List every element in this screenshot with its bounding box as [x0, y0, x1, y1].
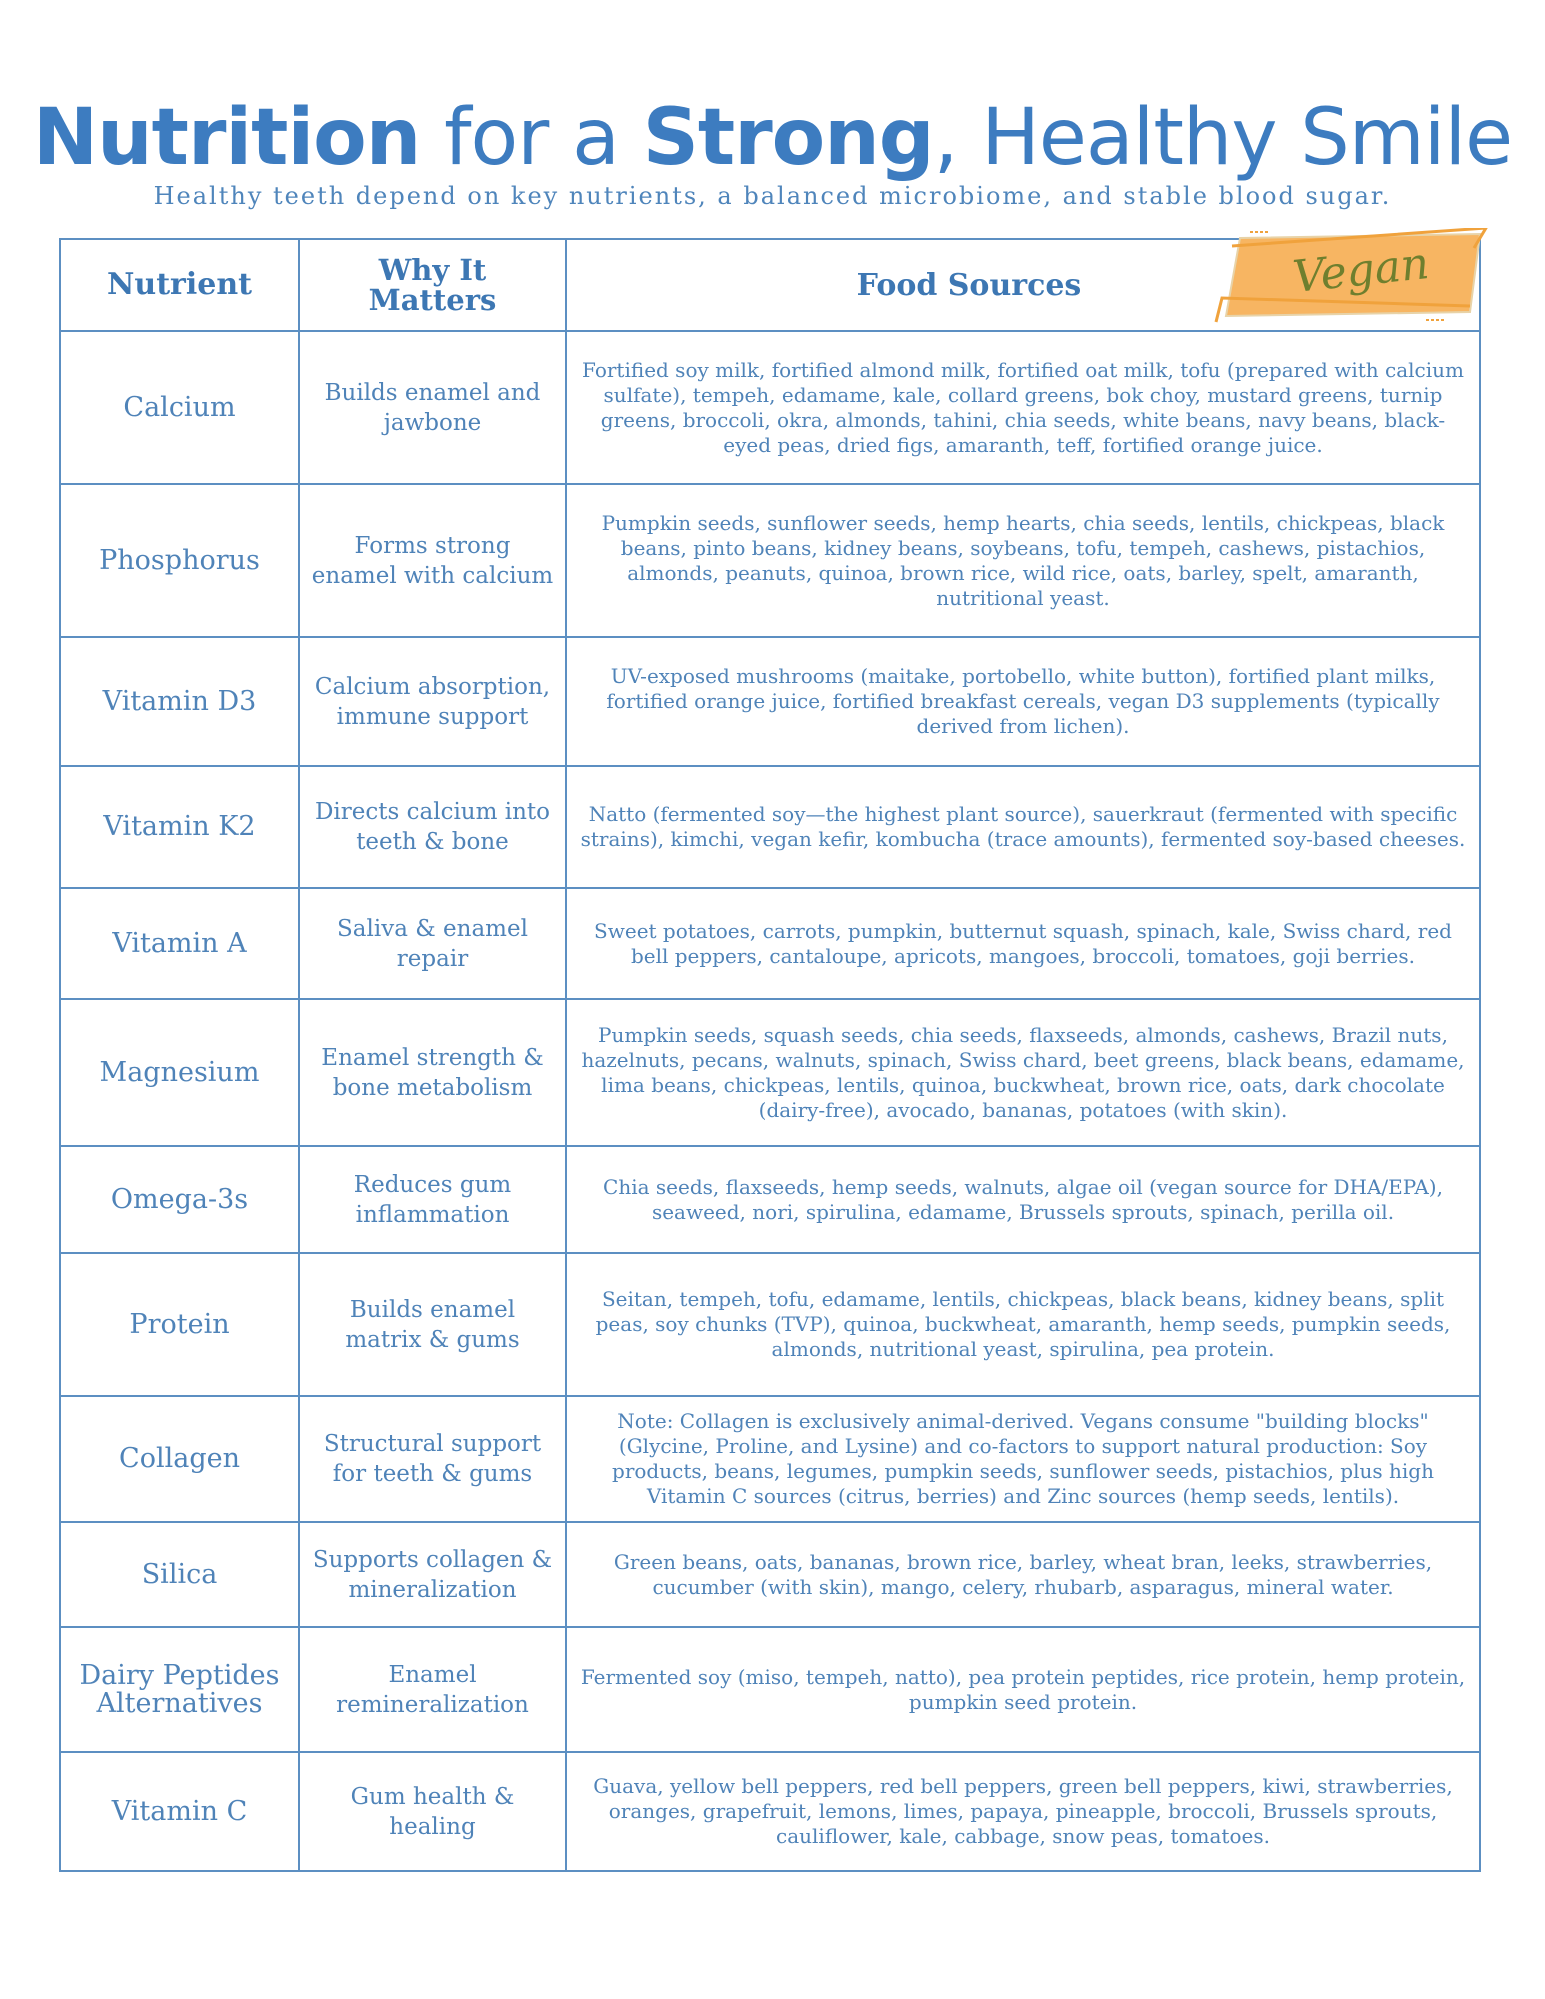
table-row: [61, 1252, 1479, 1395]
nutrient-cell: Calcium: [123, 391, 236, 423]
column-header-sources: Food Sources: [565, 240, 1479, 330]
table-row: [61, 1145, 1479, 1252]
why-cell: Builds enamel matrix & gums: [298, 1254, 565, 1395]
sources-cell: Pumpkin seeds, squash seeds, chia seeds, flaxseeds, almonds, cashews, Brazil nuts, hazelnuts, pecans, walnuts, spinach, Swiss chard, beet greens, black beans, edamame, lima beans, chickpeas, lentils, quinoa, buckwheat, brown rice, oats, dark chocolate (dairy-free), avocado, bananas, potatoes (with skin).: [565, 1000, 1479, 1145]
title-strong: Strong: [642, 93, 934, 183]
why-cell: Saliva & enamel repair: [298, 889, 565, 998]
table-row: [61, 998, 1479, 1145]
table-row: [61, 765, 1479, 887]
why-cell: Calcium absorption, immune support: [298, 638, 565, 765]
nutrition-table: [59, 238, 1481, 1872]
why-cell: Gum health & healing: [298, 1753, 565, 1870]
table-row: [61, 1521, 1479, 1626]
sources-cell: Seitan, tempeh, tofu, edamame, lentils, chickpeas, black beans, kidney beans, split peas, soy chunks (TVP), quinoa, buckwheat, amaranth, hemp seeds, pumpkin seeds, almonds, nutritional yeast, spirulina, pea protein.: [565, 1254, 1479, 1395]
why-cell: Builds enamel and jawbone: [298, 332, 565, 483]
page-title: [0, 88, 1545, 188]
sources-cell: Fortified soy milk, fortified almond milk, fortified oat milk, tofu (prepared with calcium sulfate), tempeh, edamame, kale, collard greens, bok choy, mustard greens, turnip greens, broccoli, okra, almonds, tahini, chia seeds, white beans, navy beans, black-eyed peas, dried figs, amaranth, teff, fortified orange juice.: [565, 332, 1479, 483]
table-row: [61, 1626, 1479, 1751]
sources-cell: Guava, yellow bell peppers, red bell peppers, green bell peppers, kiwi, strawberries, oranges, grapefruit, lemons, limes, papaya, pineapple, broccoli, Brussels sprouts, cauliflower, kale, cabbage, snow peas, tomatoes.: [565, 1753, 1479, 1870]
why-cell: Supports collagen & mineralization: [298, 1523, 565, 1626]
table-row: [61, 330, 1479, 483]
nutrient-cell: Phosphorus: [99, 544, 260, 576]
why-cell: Enamel strength & bone metabolism: [298, 1000, 565, 1145]
column-header-why: Why It Matters: [298, 240, 565, 330]
sources-cell: Note: Collagen is exclusively animal-derived. Vegans consume "building blocks" (Glycine, Proline, and Lysine) and co-factors to support natural production: Soy products, beans, legumes, pumpkin seeds, sunflower seeds, pistachios, plus high Vitamin C sources (citrus, berries) and Zinc sources (hemp seeds, lentils).: [565, 1397, 1479, 1521]
nutrient-cell: Vitamin D3: [102, 685, 257, 717]
table-row: [61, 1751, 1479, 1870]
table-row: [61, 636, 1479, 765]
nutrient-cell: Silica: [141, 1558, 218, 1590]
nutrient-cell: Vitamin C: [111, 1795, 248, 1827]
nutrient-cell: Vitamin K2: [103, 811, 256, 842]
why-cell: Reduces gum inflammation: [298, 1147, 565, 1252]
sources-cell: Pumpkin seeds, sunflower seeds, hemp hearts, chia seeds, lentils, chickpeas, black beans, pinto beans, kidney beans, soybeans, tofu, tempeh, cashews, pistachios, almonds, peanuts, quinoa, brown rice, wild rice, oats, barley, spelt, amaranth, nutritional yeast.: [565, 485, 1479, 636]
title-for-a: for a: [420, 93, 643, 183]
nutrient-cell: Omega-3s: [110, 1183, 249, 1215]
nutrient-cell: Vitamin A: [112, 927, 247, 959]
why-cell: Enamel remineralization: [298, 1628, 565, 1751]
nutrient-cell: Magnesium: [99, 1056, 260, 1088]
why-cell: Structural support for teeth & gums: [298, 1397, 565, 1521]
table-row: [61, 887, 1479, 998]
why-cell: Directs calcium into teeth & bone: [298, 767, 565, 887]
sources-cell: Chia seeds, flaxseeds, hemp seeds, walnuts, algae oil (vegan source for DHA/EPA), seaweed, nori, spirulina, edamame, Brussels sprouts, spinach, perilla oil.: [565, 1147, 1479, 1252]
sources-cell: Fermented soy (miso, tempeh, natto), pea protein peptides, rice protein, hemp protein, pumpkin seed protein.: [565, 1628, 1479, 1751]
title-healthy-smile: , Healthy Smile: [933, 93, 1513, 183]
table-row: [61, 483, 1479, 636]
title-nutrition: Nutrition: [32, 93, 421, 183]
sources-cell: Green beans, oats, bananas, brown rice, barley, wheat bran, leeks, strawberries, cucumber (with skin), mango, celery, rhubarb, asparagus, mineral water.: [565, 1523, 1479, 1626]
page-subtitle: Healthy teeth depend on key nutrients, a balanced microbiome, and stable blood sugar.: [153, 182, 1392, 210]
column-header-nutrient: Nutrient: [106, 267, 253, 302]
vegan-badge-label: Vegan: [1290, 238, 1432, 303]
nutrient-cell: Protein: [129, 1308, 230, 1340]
sources-cell: Sweet potatoes, carrots, pumpkin, butternut squash, spinach, kale, Swiss chard, red bell peppers, cantaloupe, apricots, mangoes, broccoli, tomatoes, goji berries.: [565, 889, 1479, 998]
sources-cell: UV-exposed mushrooms (maitake, portobello, white button), fortified plant milks, fortified orange juice, fortified breakfast cereals, vegan D3 supplements (typically derived from lichen).: [565, 638, 1479, 765]
sources-cell: Natto (fermented soy—the highest plant source), sauerkraut (fermented with specific strains), kimchi, vegan kefir, kombucha (trace amounts), fermented soy-based cheeses.: [565, 767, 1479, 887]
nutrient-cell: Dairy Peptides Alternatives: [79, 1659, 280, 1719]
nutrient-cell: Collagen: [119, 1443, 240, 1474]
why-cell: Forms strong enamel with calcium: [298, 485, 565, 636]
table-row: [61, 1395, 1479, 1521]
